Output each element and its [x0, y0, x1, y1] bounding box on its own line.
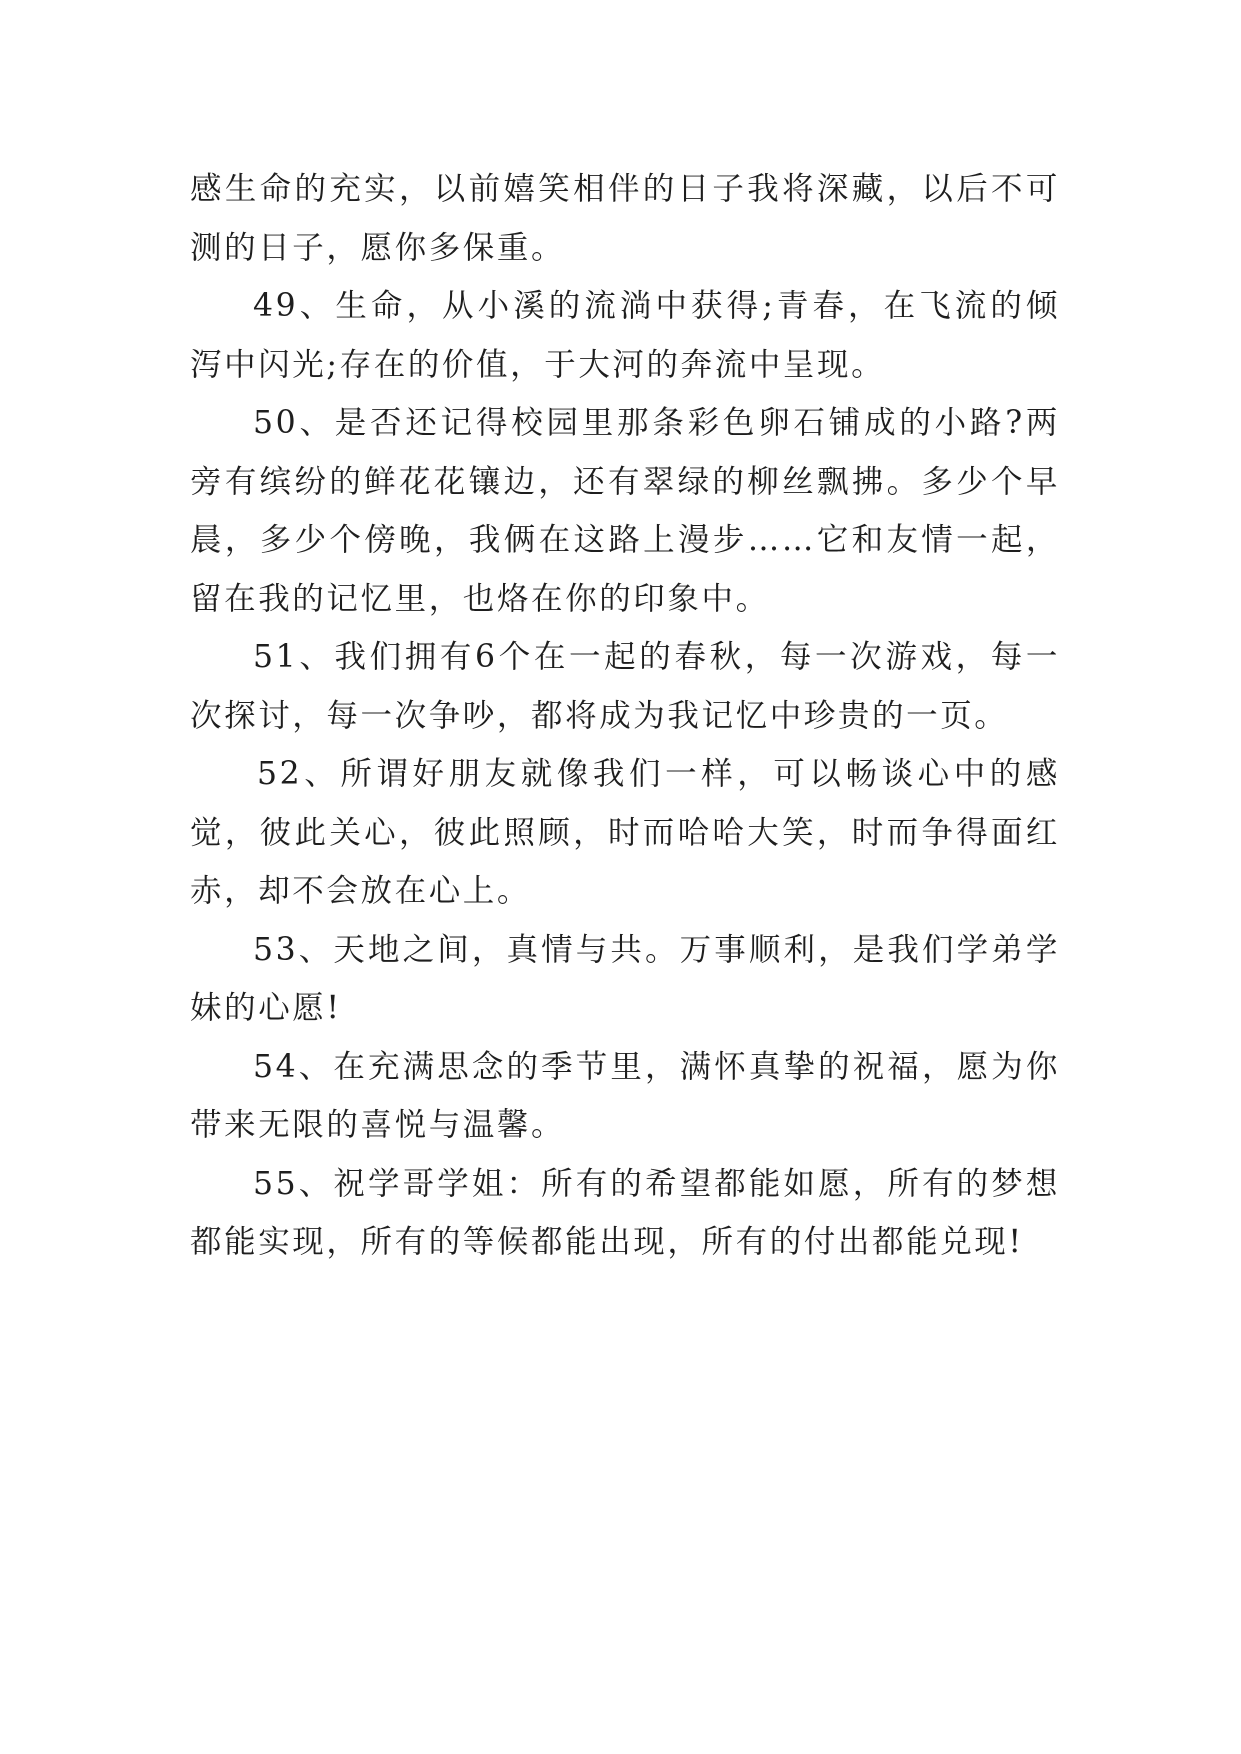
paragraph-52: 52、所谓好朋友就像我们一样，可以畅谈心中的感觉，彼此关心，彼此照顾，时而哈哈大笑，时而争得面红赤，却不会放在心上。	[190, 756, 1060, 909]
paragraph-51: 51、我们拥有6个在一起的春秋，每一次游戏，每一次探讨，每一次争吵，都将成为我记忆中珍贵的一页。	[190, 639, 1060, 734]
paragraph-49: 49、生命，从小溪的流淌中获得;青春，在飞流的倾泻中闪光;存在的价值，于大河的奔流中呈现。	[190, 288, 1060, 383]
document-body	[190, 160, 1060, 1272]
paragraph-50: 50、是否还记得校园里那条彩色卵石铺成的小路?两旁有缤纷的鲜花花镶边，还有翠绿的柳丝飘拂。多少个早晨，多少个傍晚，我俩在这路上漫步……它和友情一起，留在我的记忆里，也烙在你的印象中。	[190, 405, 1060, 617]
paragraph-53: 53、天地之间，真情与共。万事顺利，是我们学弟学妹的心愿!	[190, 931, 1060, 1026]
paragraph-55: 55、祝学哥学姐：所有的希望都能如愿，所有的梦想都能实现，所有的等候都能出现，所有的付出都能兑现!	[190, 1165, 1060, 1260]
paragraph-54: 54、在充满思念的季节里，满怀真挚的祝福，愿为你带来无限的喜悦与温馨。	[190, 1048, 1060, 1143]
paragraph-continuation: 感生命的充实，以前嬉笑相伴的日子我将深藏，以后不可测的日子，愿你多保重。	[190, 171, 1060, 266]
